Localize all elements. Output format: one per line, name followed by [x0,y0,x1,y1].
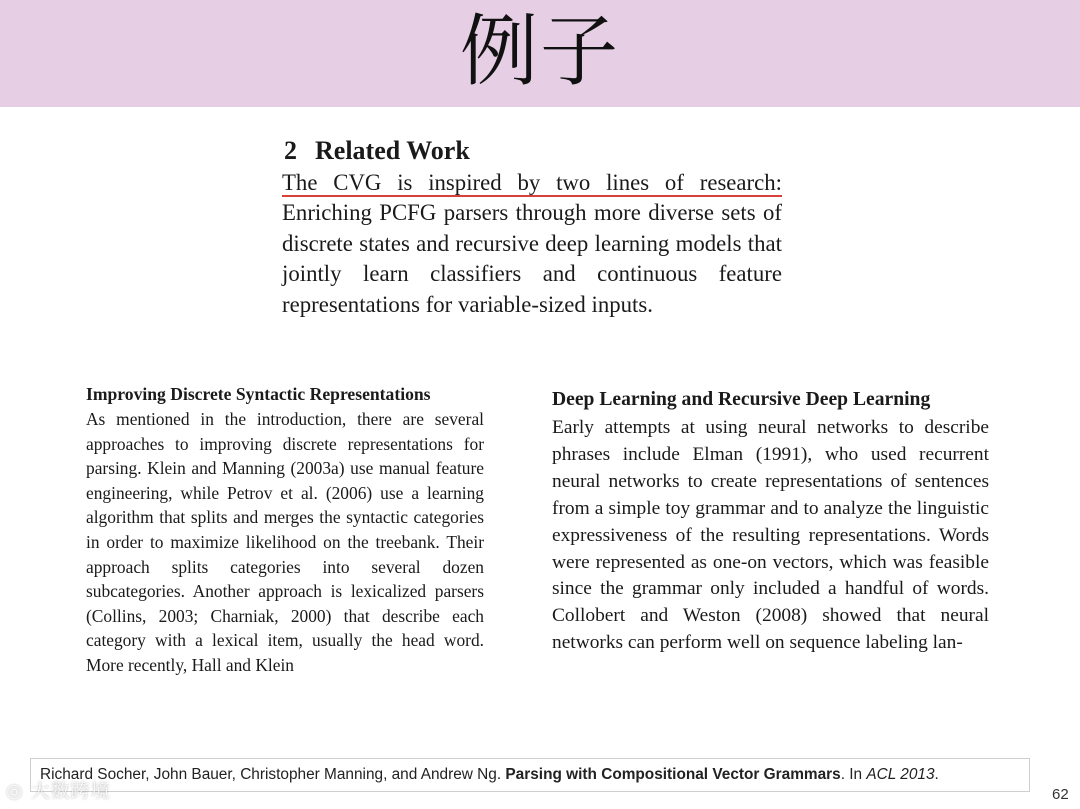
left-column-heading: Improving Discrete Syntactic Representations [86,384,431,404]
page-number: 62 [1052,786,1069,803]
left-column [86,381,484,678]
slide-title: 例子 [459,7,620,97]
citation-authors: Richard Socher, John Bauer, Christopher Manning, and Andrew Ng. [40,766,506,783]
related-work-paragraph [282,168,782,320]
watermark-text: 大数跨境 [30,780,111,802]
underlined-sentence: The CVG is inspired by two lines of research: [282,170,782,195]
related-work-section [282,134,782,320]
right-column-text: Early attempts at using neural networks to describe phrases include Elman (1991), who used recurrent neural networks to create representations of sentences from a simple toy grammar and to analyze the linguistic expressiveness of the resulting representations. Words were represented as one-on vectors, which was feasible since the grammar only included a handful of words. Collobert and Weston (2008) showed that neural networks can perform well on sequence labeling lan- [552,417,989,654]
title-band [0,0,1080,107]
watermark [6,776,111,803]
section-number: 2 [284,136,297,165]
section-heading-text: Related Work [315,136,470,165]
left-column-text: As mentioned in the introduction, there are several approaches to improving discrete representations for parsing. Klein and Manning (2003a) use manual feature engineering, while Petrov et al. (2006) use a learning algorithm that splits and merges the syntactic categories in order to maximize likelihood on the treebank. Their approach splits categories into several dozen subcategories. Another approach is lexicalized parsers (Collins, 2003; Charniak, 2000) that describe each category with a lexical item, usually the head word. More recently, Hall and Klein [86,409,484,675]
citation-in: . In [840,766,867,783]
right-column-heading: Deep Learning and Recursive Deep Learning [552,389,931,410]
watermark-logo-icon: ◎ [6,780,31,802]
citation-venue: ACL 2013 [866,766,935,783]
citation-paper-title: Parsing with Compositional Vector Grammars [505,766,841,783]
citation [40,766,939,784]
related-work-body: Enriching PCFG parsers through more diverse sets of discrete states and recursive deep learning models that jointly learn classifiers and continuous feature representations for variable-sized inputs. [282,200,782,317]
citation-end: . [934,766,939,783]
right-column [552,385,989,657]
section-heading [284,134,782,168]
